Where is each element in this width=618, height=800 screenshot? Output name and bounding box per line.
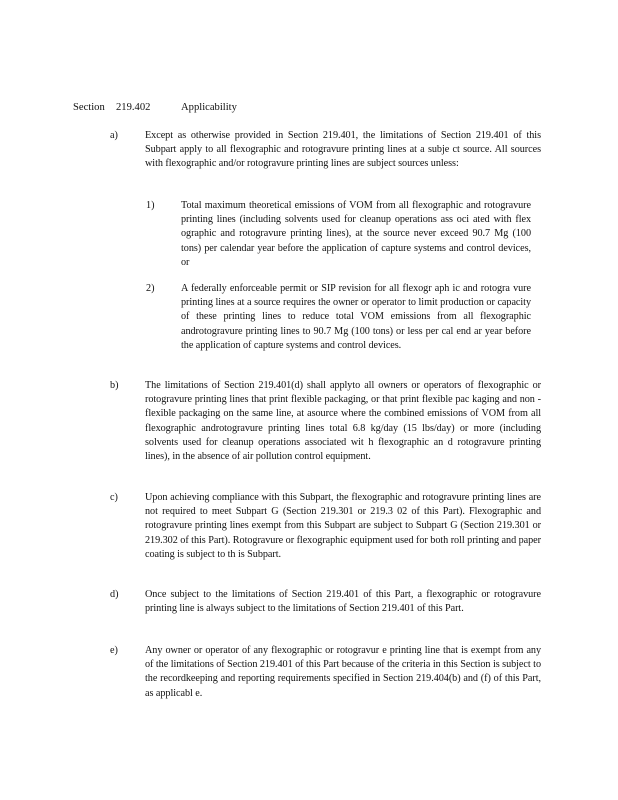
item-a-text: Except as otherwise provided in Section 219.401, the limitations of Section 219.401 of this Subpart apply to all flexographic and rotogravure printing lines at a subje ct source. All sources with flexographic and/or rotogravure printing lines are subject sources unless: xyxy=(145,130,541,170)
item-b-marker: b) xyxy=(110,380,119,391)
section-title: Applicability xyxy=(181,102,237,113)
section-number: 219.402 xyxy=(116,102,151,113)
item-c-marker: c) xyxy=(110,492,118,503)
item-c-text: Upon achieving compliance with this Subpart, the flexographic and rotogravure printing lines are not required to meet Subpart G (Section 219.301 or 219.3 02 of this Part). Flexographic and rotogravure printing lines exempt from this Subpart are subject to Subpart G (Section 219.301 or 219.302 of this Part). Rotogravure or flexographic equipment used for both roll printing and paper coating is subject to th is Subpart. xyxy=(145,492,541,560)
item-d-marker: d) xyxy=(110,589,119,600)
item-a2-marker: 2) xyxy=(146,283,155,294)
item-e-marker: e) xyxy=(110,645,118,656)
item-e-text: Any owner or operator of any flexographic or rotogravur e printing line that is exempt from any of the limitations of Section 219.401 of this Part because of the criteria in this Section is subject to the recordkeeping and reporting requirements specified in Section 219.404(b) and (f) of this Part, as applicabl e. xyxy=(145,645,541,699)
item-a1-marker: 1) xyxy=(146,200,155,211)
item-d-text: Once subject to the limitations of Section 219.401 of this Part, a flexographic or rotogravure printing line is always subject to the limitations of Section 219.401 of this Part. xyxy=(145,589,541,615)
item-a-marker: a) xyxy=(110,130,118,141)
section-label: Section xyxy=(73,102,105,113)
item-a2-text: A federally enforceable permit or SIP revision for all flexogr aph ic and rotogra vure printing lines at a source requires the owner or operator to limit production or capacity of these printing lines to reduce total VOM emissions from all flexographic androtogravure printing lines to 90.7 Mg (100 tons) or less per cal end ar year before the application of capture systems and control devices. xyxy=(181,283,531,351)
item-a1-text: Total maximum theoretical emissions of VOM from all flexographic and rotogravure printing lines (including solvents used for cleanup operations ass oci ated with flex ographic and rotogravure printing lines), at the source never exceed 90.7 Mg (100 tons) per calendar year before the application of capture systems and control devices, or xyxy=(181,200,531,268)
item-b-text: The limitations of Section 219.401(d) shall applyto all owners or operators of flexographic or rotogravure printing lines that print flexible packaging, or that print flexible pac kaging and non -flexible packaging on the same line, at asource where the combined emissions of VOM from all flexographic androtogravure printing lines total 6.8 kg/day (15 lbs/day) or more (including solvents used for cleanup operations associated wit h flexographic an d rotogravure printing lines), in the absence of air pollution control equipment. xyxy=(145,380,541,463)
